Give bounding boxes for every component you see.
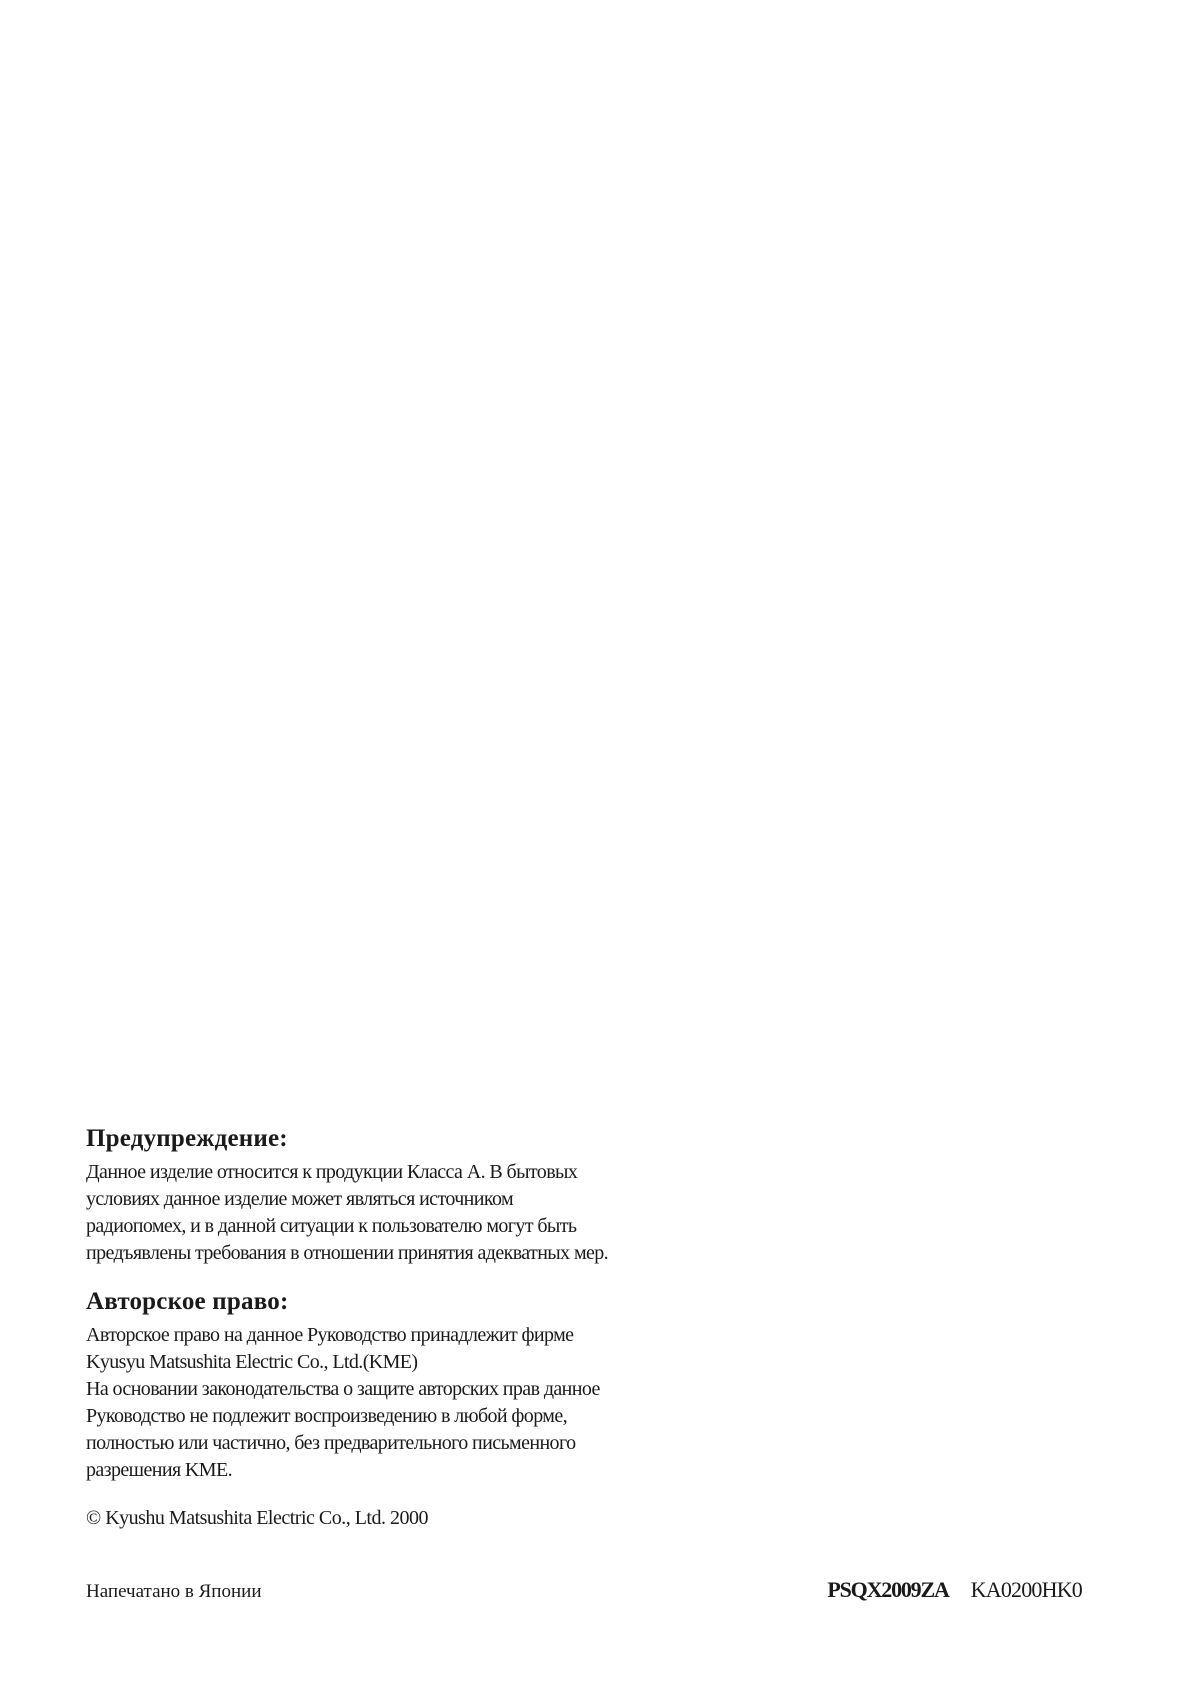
- part-number: PSQX2009ZA: [827, 1577, 949, 1602]
- copyright-line: полностью или частично, без предварительного письменного: [86, 1432, 576, 1454]
- copyright-line: На основании законодательства о защите авторских прав данное: [86, 1378, 600, 1400]
- copyright-line: разрешения KME.: [86, 1459, 232, 1481]
- document-codes: [827, 1576, 1082, 1604]
- copyright-title: Авторское право:: [86, 1288, 289, 1315]
- copyright-section: [86, 1287, 746, 1484]
- warning-line: Данное изделие относится к продукции Класса А. В бытовых: [86, 1161, 578, 1183]
- copyright-line: Авторское право на данное Руководство принадлежит фирме: [86, 1324, 574, 1346]
- printed-in-label: Напечатано в Японии: [86, 1581, 262, 1602]
- copyright-line: Руководство не подлежит воспроизведению в любой форме,: [86, 1405, 568, 1427]
- warning-body: [86, 1159, 746, 1267]
- warning-line: предъявлены требования в отношении принятия адекватных мер.: [86, 1242, 609, 1264]
- copyright-body: [86, 1322, 746, 1484]
- warning-title: Предупреждение:: [86, 1125, 288, 1152]
- copyright-line: Kyusyu Matsushita Electric Co., Ltd.(KME): [86, 1351, 418, 1373]
- copyright-notice: © Kyushu Matsushita Electric Co., Ltd. 2000: [86, 1507, 428, 1529]
- warning-line: условиях данное изделие может являться источником: [86, 1188, 514, 1210]
- lot-code: KA0200HK0: [970, 1577, 1082, 1602]
- warning-line: радиопомех, и в данной ситуации к пользователю могут быть: [86, 1215, 577, 1237]
- warning-section: [86, 1124, 746, 1267]
